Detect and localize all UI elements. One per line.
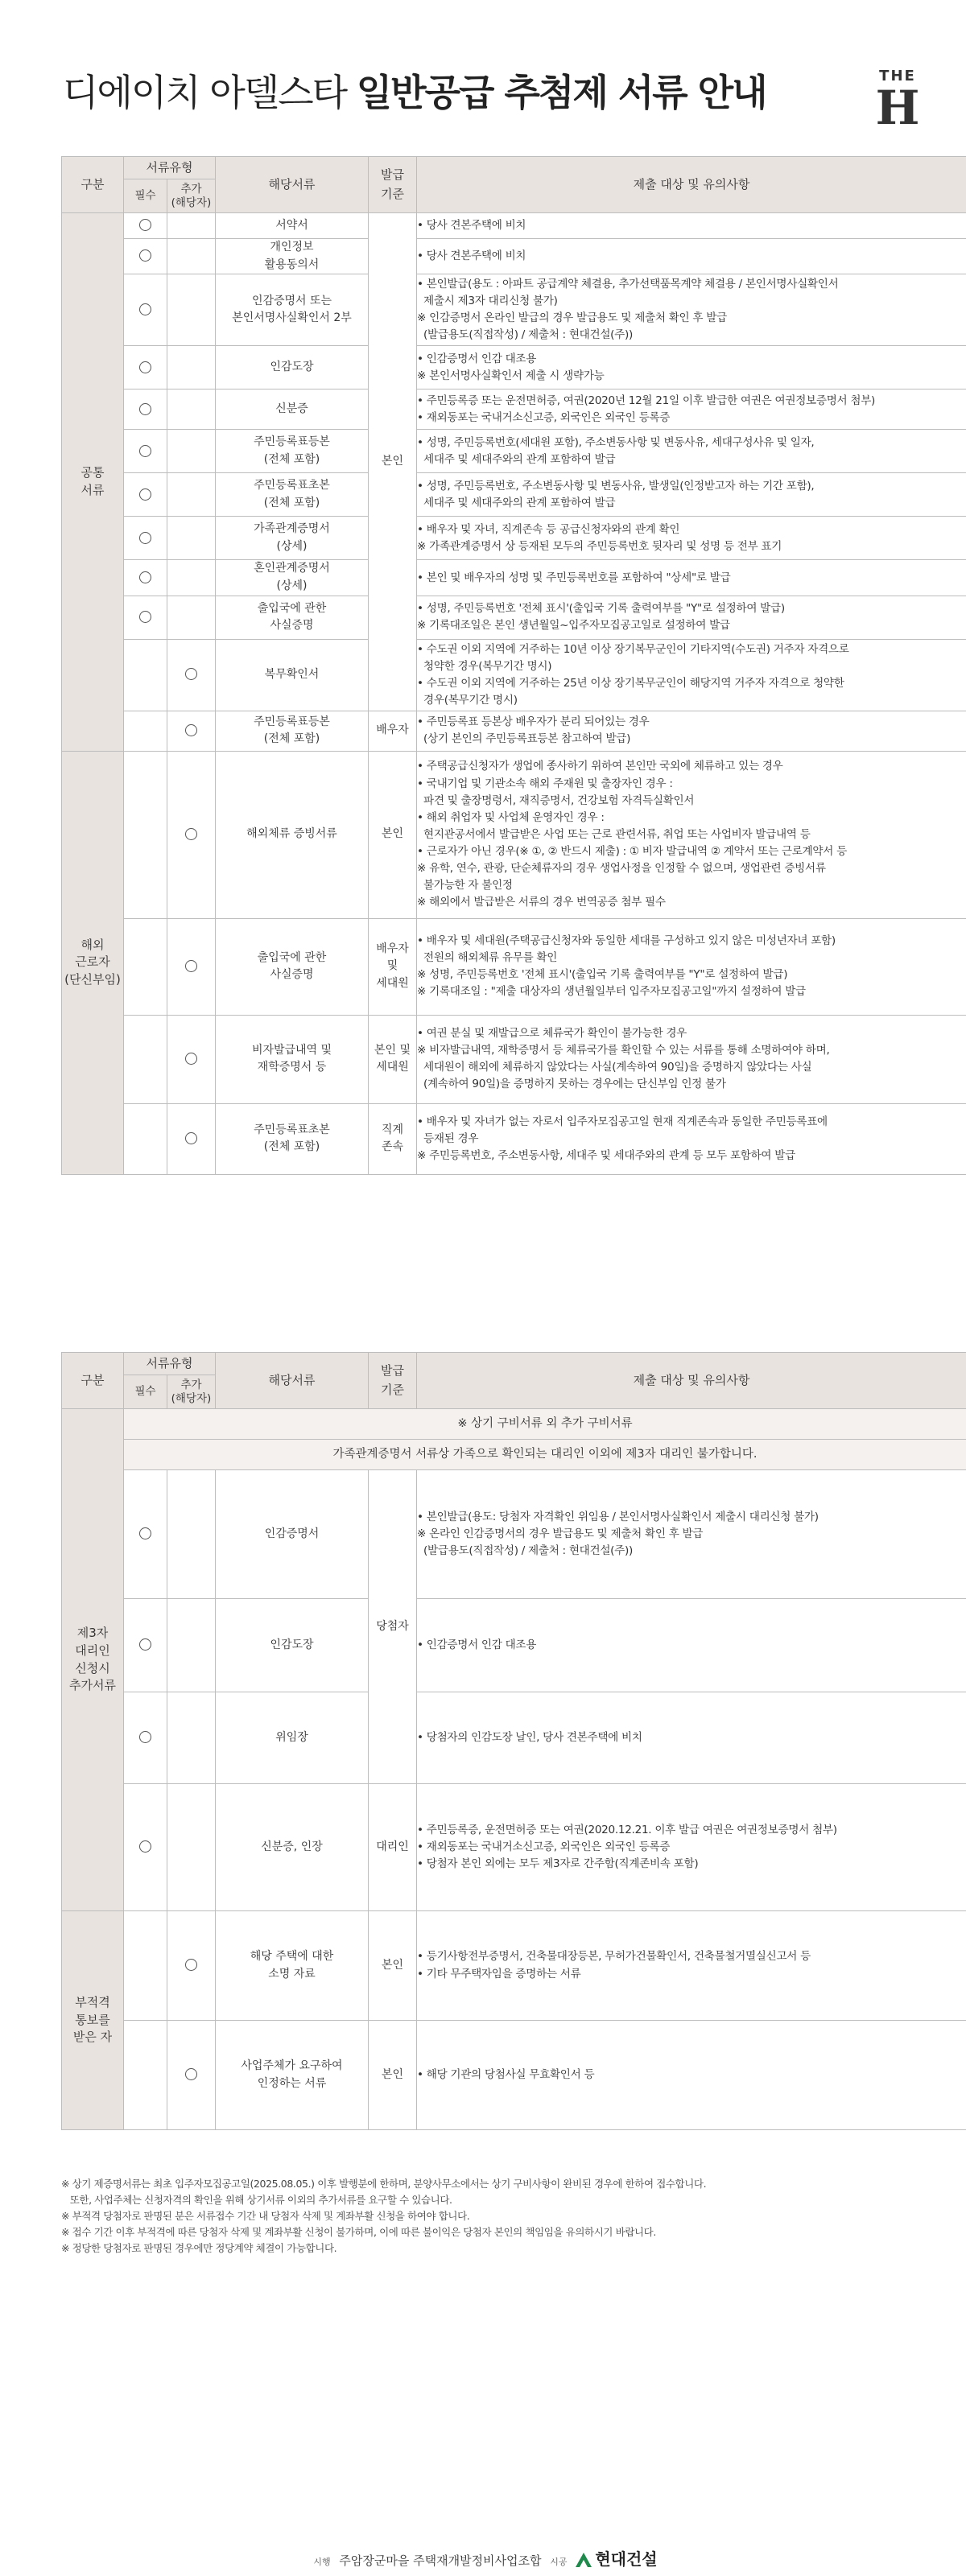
- table-row: [62, 517, 966, 560]
- footer-prefix-developer: 시행: [313, 2557, 331, 2567]
- document-name: 인감도장: [216, 346, 369, 389]
- issue-basis: 대리인: [369, 1784, 417, 1911]
- document-name: 서약서: [216, 213, 369, 239]
- footnote-line: ※ 부적격 당첨자로 판명된 분은 서류접수 기간 내 당첨자 삭제 및 계좌부활 신청을 하여야 합니다.: [61, 2210, 470, 2222]
- additional-mark: [167, 213, 216, 239]
- circle-mark-icon: [139, 1638, 151, 1651]
- proxy-restriction-banner: 가족관계증명서 서류상 가족으로 확인되는 대리인 이외에 제3자 대리인 불가합니다.: [124, 1440, 966, 1470]
- table-row: [62, 1599, 966, 1692]
- circle-mark-icon: [139, 1731, 151, 1743]
- required-mark: [124, 213, 167, 239]
- title-light: 디에이치 아델스타: [63, 71, 357, 114]
- required-mark: [124, 239, 167, 274]
- circle-mark-icon: [185, 1053, 197, 1065]
- document-name: 비자발급내역 및 재학증명서 등: [216, 1015, 369, 1103]
- table-row: [62, 473, 966, 517]
- required-mark: [124, 274, 167, 346]
- circle-mark-icon: [139, 361, 151, 373]
- header-required-2: 필수: [124, 1375, 167, 1409]
- circle-mark-icon: [139, 611, 151, 623]
- additional-mark: [167, 239, 216, 274]
- table-row: [62, 239, 966, 274]
- circle-mark-icon: [139, 532, 151, 544]
- additional-mark: [167, 560, 216, 596]
- notes-cell: • 당첨자의 인감도장 날인, 당사 견본주택에 비치: [417, 1692, 966, 1784]
- additional-mark: [167, 473, 216, 517]
- documents-table-main: [61, 156, 966, 1175]
- document-name: 주민등록표초본 (전체 포함): [216, 1103, 369, 1174]
- circle-mark-icon: [139, 571, 151, 583]
- required-mark: [124, 1784, 167, 1911]
- issue-basis: 배우자 및 세대원: [369, 918, 417, 1015]
- table-row: [62, 596, 966, 639]
- additional-mark: [167, 1911, 216, 2021]
- required-mark: [124, 517, 167, 560]
- hyundai-logo-icon: [576, 2553, 592, 2567]
- document-name: 혼인관계증명서 (상세): [216, 560, 369, 596]
- title-bold: 일반공급 추첨제 서류 안내: [356, 71, 766, 114]
- issue-basis: 본인 및 세대원: [369, 1015, 417, 1103]
- required-mark: [124, 430, 167, 473]
- circle-mark-icon: [139, 403, 151, 415]
- table-row: [62, 711, 966, 751]
- footer-prefix-builder: 시공: [550, 2557, 568, 2567]
- issue-basis: 본인: [369, 751, 417, 918]
- additional-mark: [167, 346, 216, 389]
- header-category-2: 구분: [62, 1353, 124, 1409]
- table-row: [62, 751, 966, 918]
- notes-cell: • 해당 기관의 당첨사실 무효확인서 등: [417, 2021, 966, 2130]
- category-overseas-worker: 해외 근로자 (단신부임): [62, 751, 124, 1174]
- table-row: [62, 918, 966, 1015]
- notes-cell: • 주민등록증 또는 운전면허증, 여권(2020년 12월 21일 이후 발급한 여권은 여권정보증명서 첨부) • 재외동포는 국내거소신고증, 외국인은 외국인 등록증: [417, 389, 966, 430]
- circle-mark-icon: [185, 1132, 197, 1144]
- circle-mark-icon: [139, 488, 151, 501]
- document-name: 주민등록표등본 (전체 포함): [216, 430, 369, 473]
- notes-cell: • 여권 분실 및 재발급으로 체류국가 확인이 불가능한 경우 ※ 비자발급내역, 재학증명서 등 체류국가를 확인할 수 있는 서류를 통해 소명하여야 하며, 세대원이 해외에 체류하지 않았다는 사실(계속하여 90일)을 증명하지 않았다는 사실 (계속하여 90일)을 증명하지 못하는 경우에는 단신부임 인정 불가: [417, 1015, 966, 1103]
- additional-mark: [167, 1599, 216, 1692]
- logo-the: THE: [879, 68, 916, 84]
- footer: [0, 2546, 966, 2570]
- required-mark: [124, 473, 167, 517]
- footer-builder: 현대건설: [595, 2549, 658, 2569]
- header-category: 구분: [62, 157, 124, 213]
- issue-basis: 배우자: [369, 711, 417, 751]
- header-basis: 발급 기준: [369, 157, 417, 213]
- table-row: [62, 1470, 966, 1599]
- additional-mark: [167, 517, 216, 560]
- additional-mark: [167, 918, 216, 1015]
- document-name: 출입국에 관한 사실증명: [216, 918, 369, 1015]
- header-doc-type-2: 서류유형: [124, 1353, 216, 1375]
- header-notes: 제출 대상 및 유의사항: [417, 157, 966, 213]
- notes-cell: • 배우자 및 자녀, 직계존속 등 공급신청자와의 관계 확인 ※ 가족관계증명서 상 등재된 모두의 주민등록번호 뒷자리 및 성명 등 전부 표기: [417, 517, 966, 560]
- header-basis-2: 발급 기준: [369, 1353, 417, 1409]
- additional-mark: [167, 2021, 216, 2130]
- document-name: 위임장: [216, 1692, 369, 1784]
- category-proxy-docs: 제3자 대리인 신청시 추가서류: [62, 1409, 124, 1911]
- required-mark: [124, 2021, 167, 2130]
- required-mark: [124, 560, 167, 596]
- circle-mark-icon: [139, 249, 151, 262]
- category-ineligible-notice: 부적격 통보를 받은 자: [62, 1911, 124, 2130]
- circle-mark-icon: [185, 828, 197, 840]
- required-mark: [124, 346, 167, 389]
- notes-cell: • 인감증명서 인감 대조용: [417, 1599, 966, 1692]
- document-name: 개인정보 활용동의서: [216, 239, 369, 274]
- circle-mark-icon: [185, 1959, 197, 1971]
- footnote-line: ※ 상기 제증명서류는 최초 입주자모집공고일(2025.08.05.) 이후 발행분에 한하며, 분양사무소에서는 상기 구비사항이 완비된 경우에 한하여 접수합니다.: [61, 2178, 707, 2190]
- document-name: 복무확인서: [216, 639, 369, 711]
- issue-basis: 직계 존속: [369, 1103, 417, 1174]
- footnote-line: 또한, 사업주체는 신청자격의 확인을 위해 상기서류 이외의 추가서류를 요구할 수 있습니다.: [61, 2194, 452, 2206]
- category-common-docs: 공통 서류: [62, 213, 124, 752]
- additional-mark: [167, 751, 216, 918]
- document-name: 신분증, 인장: [216, 1784, 369, 1911]
- table-row: [62, 1015, 966, 1103]
- the-h-logo: [869, 68, 926, 135]
- banner-row: [62, 1409, 966, 1440]
- document-name: 주민등록표등본 (전체 포함): [216, 711, 369, 751]
- logo-h: H: [875, 80, 920, 135]
- footnotes: [61, 2176, 947, 2257]
- required-mark: [124, 918, 167, 1015]
- notes-cell: • 배우자 및 자녀가 없는 자로서 입주자모집공고일 현재 직계존속과 동일한 주민등록표에 등재된 경우 ※ 주민등록번호, 주소변동사항, 세대주 및 세대주와의 관계 등 모두 포함하여 발급: [417, 1103, 966, 1174]
- notes-cell: • 인감증명서 인감 대조용 ※ 본인서명사실확인서 제출 시 생략가능: [417, 346, 966, 389]
- additional-mark: [167, 711, 216, 751]
- document-name: 해당 주택에 대한 소명 자료: [216, 1911, 369, 2021]
- required-mark: [124, 751, 167, 918]
- notes-cell: • 성명, 주민등록번호, 주소변동사항 및 변동사유, 발생일(인정받고자 하는 기간 포함), 세대주 및 세대주와의 관계 포함하여 발급: [417, 473, 966, 517]
- notes-cell: • 성명, 주민등록번호(세대원 포함), 주소변동사항 및 변동사유, 세대구성사유 및 일자, 세대주 및 세대주와의 관계 포함하여 발급: [417, 430, 966, 473]
- table-row: [62, 639, 966, 711]
- additional-mark: [167, 1470, 216, 1599]
- table-row: [62, 346, 966, 389]
- document-name: 주민등록표초본 (전체 포함): [216, 473, 369, 517]
- circle-mark-icon: [139, 303, 151, 315]
- circle-mark-icon: [139, 1840, 151, 1853]
- required-mark: [124, 639, 167, 711]
- notes-cell: • 본인발급(용도: 당첨자 자격확인 위임용 / 본인서명사실확인서 제출시 대리신청 불가) ※ 온라인 인감증명서의 경우 발급용도 및 제출처 확인 후 발급 (발급용도(직접작성) / 제출처 : 현대건설(주)): [417, 1470, 966, 1599]
- notes-cell: • 당사 견본주택에 비치: [417, 213, 966, 239]
- table-row: [62, 274, 966, 346]
- document-name: 가족관계증명서 (상세): [216, 517, 369, 560]
- table-row: [62, 1692, 966, 1784]
- header-document: 해당서류: [216, 157, 369, 213]
- required-mark: [124, 1103, 167, 1174]
- required-mark: [124, 596, 167, 639]
- footnote-line: ※ 정당한 당첨자로 판명된 경우에만 정당계약 체결이 가능합니다.: [61, 2242, 337, 2254]
- notes-cell: • 본인발급(용도 : 아파트 공급계약 체결용, 추가선택품목계약 체결용 / 본인서명사실확인서 제출시 제3자 대리신청 불가) ※ 인감증명서 온라인 발급의 경우 발급용도 및 제출처 확인 후 발급 (발급용도(직접작성) / 제출처 : 현대건설(주)): [417, 274, 966, 346]
- notes-cell: • 수도권 이외 지역에 거주하는 10년 이상 장기복무군인이 기타지역(수도권) 거주자 자격으로 청약한 경우(복무기간 명시) • 수도권 이외 지역에 거주하는 25년 이상 장기복무군인이 해당지역 거주자 자격으로 청약한 경우(복무기간 명시): [417, 639, 966, 711]
- circle-mark-icon: [185, 2068, 197, 2080]
- required-mark: [124, 1470, 167, 1599]
- footer-developer: 주암장군마을 주택재개발정비사업조합: [339, 2553, 542, 2568]
- notes-cell: • 본인 및 배우자의 성명 및 주민등록번호를 포함하여 "상세"로 발급: [417, 560, 966, 596]
- banner-row: [62, 1440, 966, 1470]
- header-additional-2: 추가 (해당자): [167, 1375, 216, 1409]
- notes-cell: • 주민등록표 등본상 배우자가 분리 되어있는 경우 (상기 본인의 주민등록표등본 참고하여 발급): [417, 711, 966, 751]
- circle-mark-icon: [185, 724, 197, 736]
- header-doc-type: 서류유형: [124, 157, 216, 179]
- table-row: [62, 1103, 966, 1174]
- required-mark: [124, 1015, 167, 1103]
- additional-mark: [167, 274, 216, 346]
- header-additional: 추가 (해당자): [167, 179, 216, 213]
- page-title: [63, 71, 766, 114]
- required-mark: [124, 1599, 167, 1692]
- document-name: 해외체류 증빙서류: [216, 751, 369, 918]
- additional-mark: [167, 1103, 216, 1174]
- document-name: 신분증: [216, 389, 369, 430]
- required-mark: [124, 389, 167, 430]
- circle-mark-icon: [185, 960, 197, 972]
- documents-table-proxy: [61, 1352, 966, 2130]
- issue-basis: 당첨자: [369, 1470, 417, 1784]
- additional-mark: [167, 389, 216, 430]
- table-row: [62, 430, 966, 473]
- notes-cell: • 당사 견본주택에 비치: [417, 239, 966, 274]
- document-name: 인감증명서: [216, 1470, 369, 1599]
- additional-mark: [167, 596, 216, 639]
- notes-cell: • 성명, 주민등록번호 '전체 표시'(출입국 기록 출력여부를 "Y"로 설정하여 발급) ※ 기록대조일은 본인 생년월일~입주자모집공고일로 설정하여 발급: [417, 596, 966, 639]
- circle-mark-icon: [185, 668, 197, 680]
- header-required: 필수: [124, 179, 167, 213]
- document-name: 출입국에 관한 사실증명: [216, 596, 369, 639]
- document-name: 사업주체가 요구하여 인정하는 서류: [216, 2021, 369, 2130]
- circle-mark-icon: [139, 1527, 151, 1539]
- notes-cell: • 배우자 및 세대원(주택공급신청자와 동일한 세대를 구성하고 있지 않은 미성년자녀 포함) 전원의 해외체류 유무를 확인 ※ 성명, 주민등록번호 '전체 표시'(출입국 기록 출력여부를 "Y"로 설정하여 발급) ※ 기록대조일 : "제출 대상자의 생년월일부터 입주자모집공고일"까지 설정하여 발급: [417, 918, 966, 1015]
- table-row: [62, 1784, 966, 1911]
- footnote-line: ※ 접수 기간 이후 부적격에 따른 당첨자 삭제 및 계좌부활 신청이 불가하며, 이에 따른 불이익은 당첨자 본인의 책임임을 유의하시기 바랍니다.: [61, 2226, 656, 2238]
- additional-docs-banner: ※ 상기 구비서류 외 추가 구비서류: [124, 1409, 966, 1440]
- table-row: [62, 560, 966, 596]
- issue-basis: 본인: [369, 2021, 417, 2130]
- required-mark: [124, 1692, 167, 1784]
- required-mark: [124, 1911, 167, 2021]
- circle-mark-icon: [139, 445, 151, 457]
- notes-cell: • 주민등록증, 운전면허증 또는 여권(2020.12.21. 이후 발급 여권은 여권정보증명서 첨부) • 재외동포는 국내거소신고증, 외국인은 외국인 등록증 • 당첨자 본인 외에는 모두 제3자로 간주함(직계존비속 포함): [417, 1784, 966, 1911]
- additional-mark: [167, 1692, 216, 1784]
- table-row: [62, 213, 966, 239]
- table-row: [62, 389, 966, 430]
- additional-mark: [167, 430, 216, 473]
- document-name: 인감도장: [216, 1599, 369, 1692]
- document-name: 인감증명서 또는 본인서명사실확인서 2부: [216, 274, 369, 346]
- header-notes-2: 제출 대상 및 유의사항: [417, 1353, 966, 1409]
- issue-basis: 본인: [369, 1911, 417, 2021]
- additional-mark: [167, 1015, 216, 1103]
- issue-basis: 본인: [369, 213, 417, 711]
- table-row: [62, 2021, 966, 2130]
- notes-cell: • 주택공급신청자가 생업에 종사하기 위하여 본인만 국외에 체류하고 있는 경우 • 국내기업 및 기관소속 해외 주재원 및 출장자인 경우 : 파견 및 출장명령서, 재직증명서, 건강보험 자격득실확인서 • 해외 취업자 및 사업체 운영자인 경우 : 현지관공서에서 발급받은 사업 또는 근로 관련서류, 취업 또는 사업비자 발급내역 등 • 근로자가 아닌 경우(※ ①, ② 반드시 제출) : ① 비자 발급내역 ② 계약서 또는 근로계약서 등 ※ 유학, 연수, 관광, 단순체류자의 경우 생업사정을 인정할 수 없으며, 생업관련 증빙서류 불가능한 자 불인정 ※ 해외에서 발급받은 서류의 경우 번역공증 첨부 필수: [417, 751, 966, 918]
- header-document-2: 해당서류: [216, 1353, 369, 1409]
- additional-mark: [167, 1784, 216, 1911]
- required-mark: [124, 711, 167, 751]
- table-row: [62, 1911, 966, 2021]
- circle-mark-icon: [139, 219, 151, 231]
- additional-mark: [167, 639, 216, 711]
- notes-cell: • 등기사항전부증명서, 건축물대장등본, 무허가건물확인서, 건축물철거멸실신고서 등 • 기타 무주택자임을 증명하는 서류: [417, 1911, 966, 2021]
